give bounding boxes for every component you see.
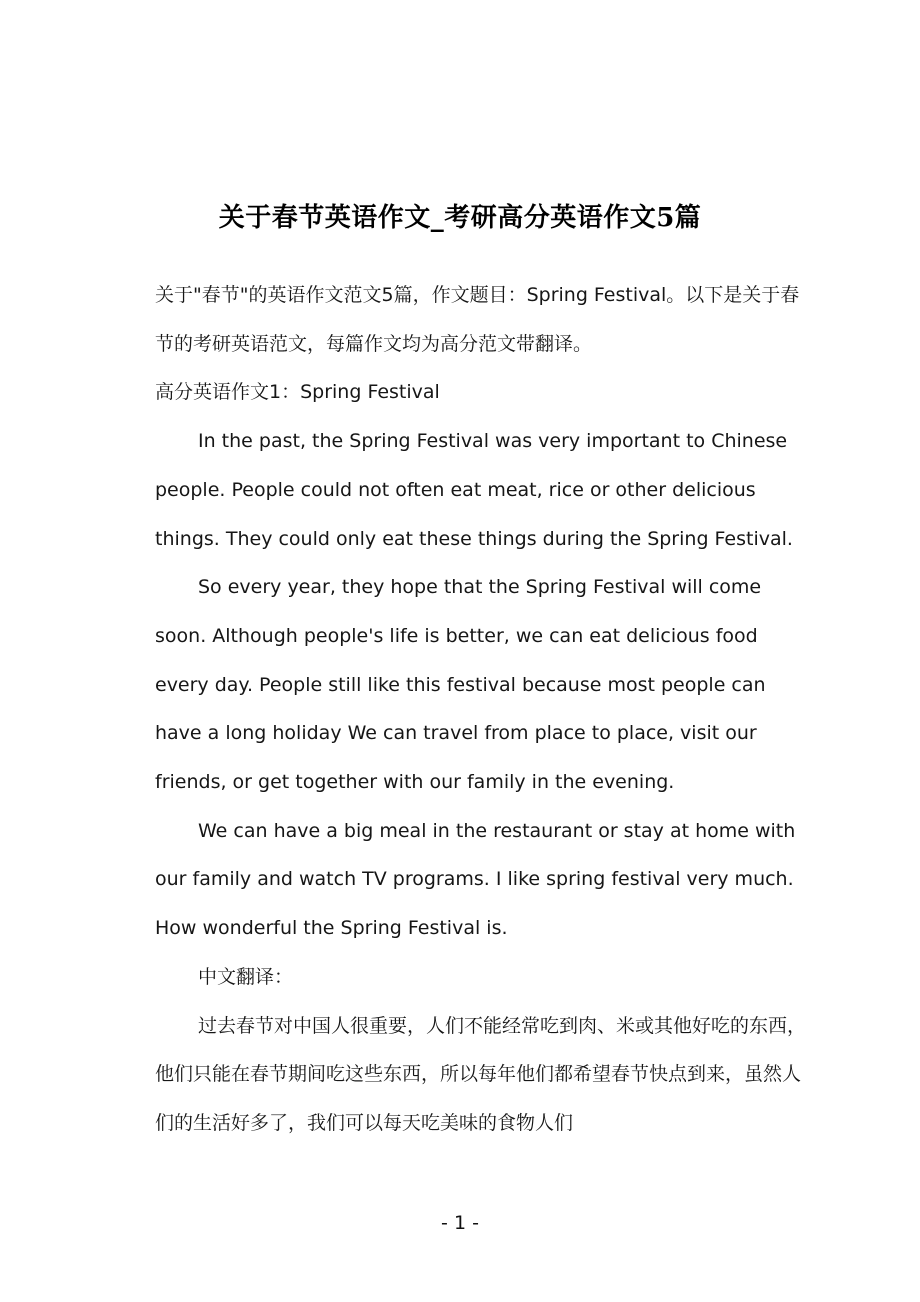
document-title: 关于春节英语作文_考研高分英语作文5篇 (218, 203, 702, 233)
essay-heading: 高分英语作文1：Spring Festival (155, 381, 440, 404)
document-body (155, 271, 815, 1148)
translation-paragraph: 过去春节对中国人很重要，人们不能经常吃到肉、米或其他好吃的东西，他们只能在春节期间吃这些东西，所以每年他们都希望春节快点到来，虽然人们的生活好多了，我们可以每天吃美味的食物人们 (155, 1014, 807, 1134)
intro-paragraph: 关于"春节"的英语作文范文5篇，作文题目：Spring Festival。以下是关于春节的考研英语范文，每篇作文均为高分范文带翻译。 (155, 284, 800, 355)
translation-heading: 中文翻译： (198, 965, 294, 988)
essay-paragraph-2: So every year, they hope that the Spring Festival will come soon. Although people's life is better, we can eat delicious food every day. People still like this festival because most people can have a long holiday We can travel from place to place, visit our friends, or get together with our family in the evening. (155, 576, 766, 794)
page-number: - 1 - (441, 1212, 479, 1234)
essay-paragraph-1: In the past, the Spring Festival was very important to Chinese people. People could not often eat meat, rice or other delicious things. They could only eat these things during the Spring Festival. (155, 430, 793, 550)
essay-paragraph-3: We can have a big meal in the restaurant or stay at home with our family and watch TV programs. I like spring festival very much. How wonderful the Spring Festival is. (155, 819, 796, 940)
